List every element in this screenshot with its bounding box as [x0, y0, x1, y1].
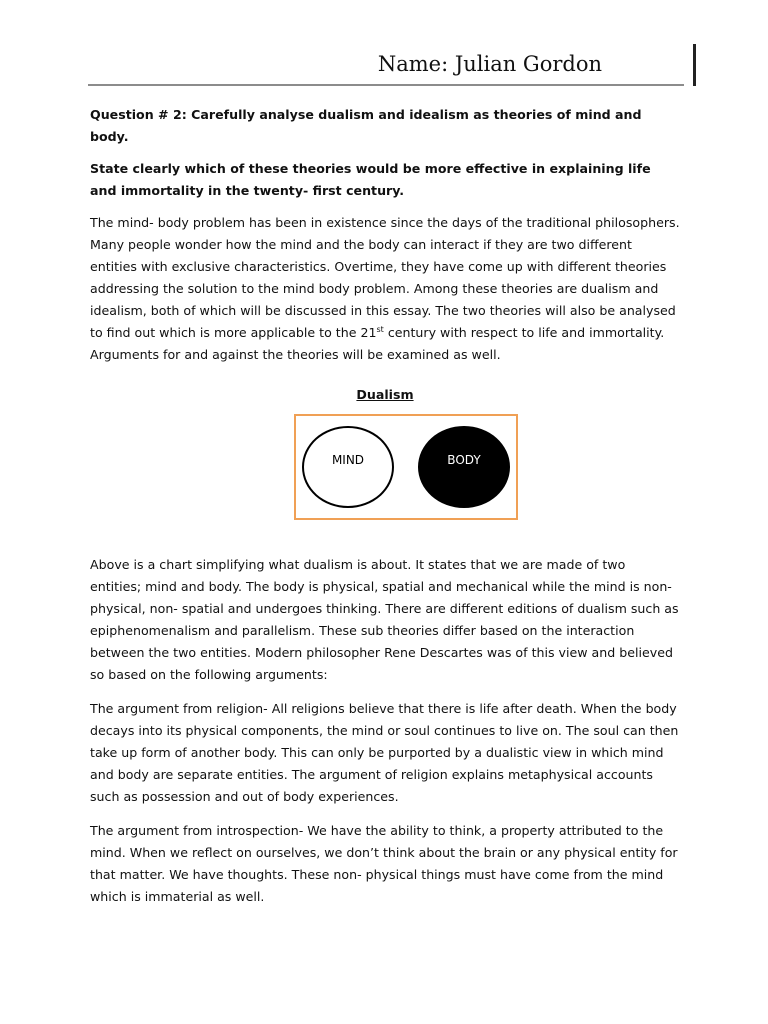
intro-paragraph	[90, 212, 680, 366]
paragraph-argument-religion: The argument from religion- All religions believe that there is life after death. When the body decays into its physical components, the mind or soul continues to live on. The soul can then take up form of another body. This can only be purported by a dualistic view in which mind and body are separate entities. The argument of religion explains metaphysical accounts such as possession and out of body experiences.	[90, 701, 679, 804]
body-label: BODY	[447, 453, 481, 467]
intro-text-end: century with respect to life and immortality. Arguments for and against the theories will be examined as well.	[90, 325, 665, 362]
ordinal-superscript: st	[376, 324, 384, 334]
header-vertical-bar	[693, 44, 696, 86]
body-circle	[418, 426, 510, 508]
author-name: Name: Julian Gordon	[377, 52, 602, 76]
mind-label: MIND	[331, 453, 365, 467]
dualism-diagram	[294, 414, 518, 520]
question-line-2: State clearly which of these theories would be more effective in explaining life and immortality in the twenty- first century.	[90, 161, 651, 198]
question-line-1: Question # 2: Carefully analyse dualism and idealism as theories of mind and body.	[90, 107, 642, 144]
paragraph-chart-explanation: Above is a chart simplifying what dualism is about. It states that we are made of two entities; mind and body. The body is physical, spatial and mechanical while the mind is non- physical, non- spatial and undergoes thinking. There are different editions of dualism such as epiphenomenalism and parallelism. These sub theories differ based on the interaction between the two entities. Modern philosopher Rene Descartes was of this view and believed so based on the following arguments:	[90, 557, 679, 682]
intro-text-start: The mind- body problem has been in existence since the days of the traditional philosophers. Many people wonder how the mind and the body can interact if they are two different entities with exclusive characteristics. Overtime, they have come up with different theories addressing the solution to the mind body problem. Among these theories are dualism and idealism, both of which will be discussed in this essay. The two theories will also be analysed to find out which is more applicable to the 21	[90, 215, 680, 340]
paragraph-argument-introspection: The argument from introspection- We have the ability to think, a property attributed to the mind. When we reflect on ourselves, we don’t think about the brain or any physical entity for that matter. We have thoughts. These non- physical things must have come from the mind which is immaterial as well.	[90, 823, 678, 904]
page-header	[88, 44, 684, 86]
section-title-dualism: Dualism	[356, 387, 414, 402]
essay-body	[90, 104, 680, 920]
mind-circle	[302, 426, 394, 508]
